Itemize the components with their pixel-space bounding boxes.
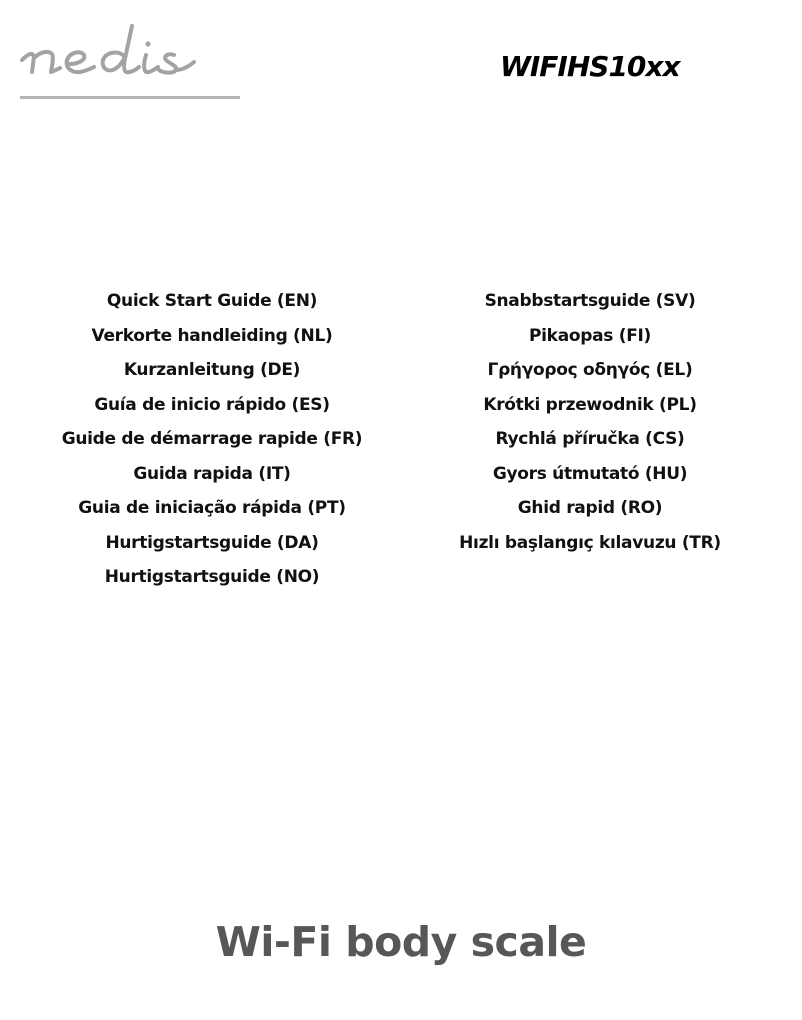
- language-item-de: Kurzanleitung (DE): [123, 360, 301, 380]
- language-item-fr: Guide de démarrage rapide (FR): [61, 429, 363, 449]
- language-item-nl: Verkorte handleiding (NL): [91, 325, 333, 346]
- language-item-no: Hurtigstartsguide (NO): [104, 567, 320, 587]
- language-list-left: [12, 284, 412, 595]
- language-item-fi: Pikaopas (FI): [529, 325, 651, 346]
- language-list-right: [390, 284, 790, 560]
- language-item-pl: Krótki przewodnik (PL): [483, 394, 697, 415]
- language-item-en: Quick Start Guide (EN): [106, 291, 318, 311]
- language-item-sv: Snabbstartsguide (SV): [484, 291, 696, 311]
- language-item-tr: Hızlı başlangıç kılavuzu (TR): [459, 532, 721, 553]
- nedis-logo: [18, 22, 242, 104]
- language-item-it: Guida rapida (IT): [133, 463, 291, 484]
- language-item-ro: Ghid rapid (RO): [517, 498, 663, 518]
- model-number: WIFIHS10xx: [500, 50, 680, 83]
- language-item-da: Hurtigstartsguide (DA): [105, 532, 319, 553]
- nedis-logo-mark: [18, 22, 242, 104]
- language-item-hu: Gyors útmutató (HU): [492, 463, 688, 484]
- language-item-el: Γρήγορος οδηγός (EL): [487, 360, 693, 380]
- language-item-cs: Rychlá příručka (CS): [495, 429, 685, 449]
- product-title: Wi-Fi body scale: [215, 918, 587, 966]
- language-item-pt: Guia de iniciação rápida (PT): [78, 498, 346, 518]
- language-item-es: Guía de inicio rápido (ES): [94, 394, 330, 415]
